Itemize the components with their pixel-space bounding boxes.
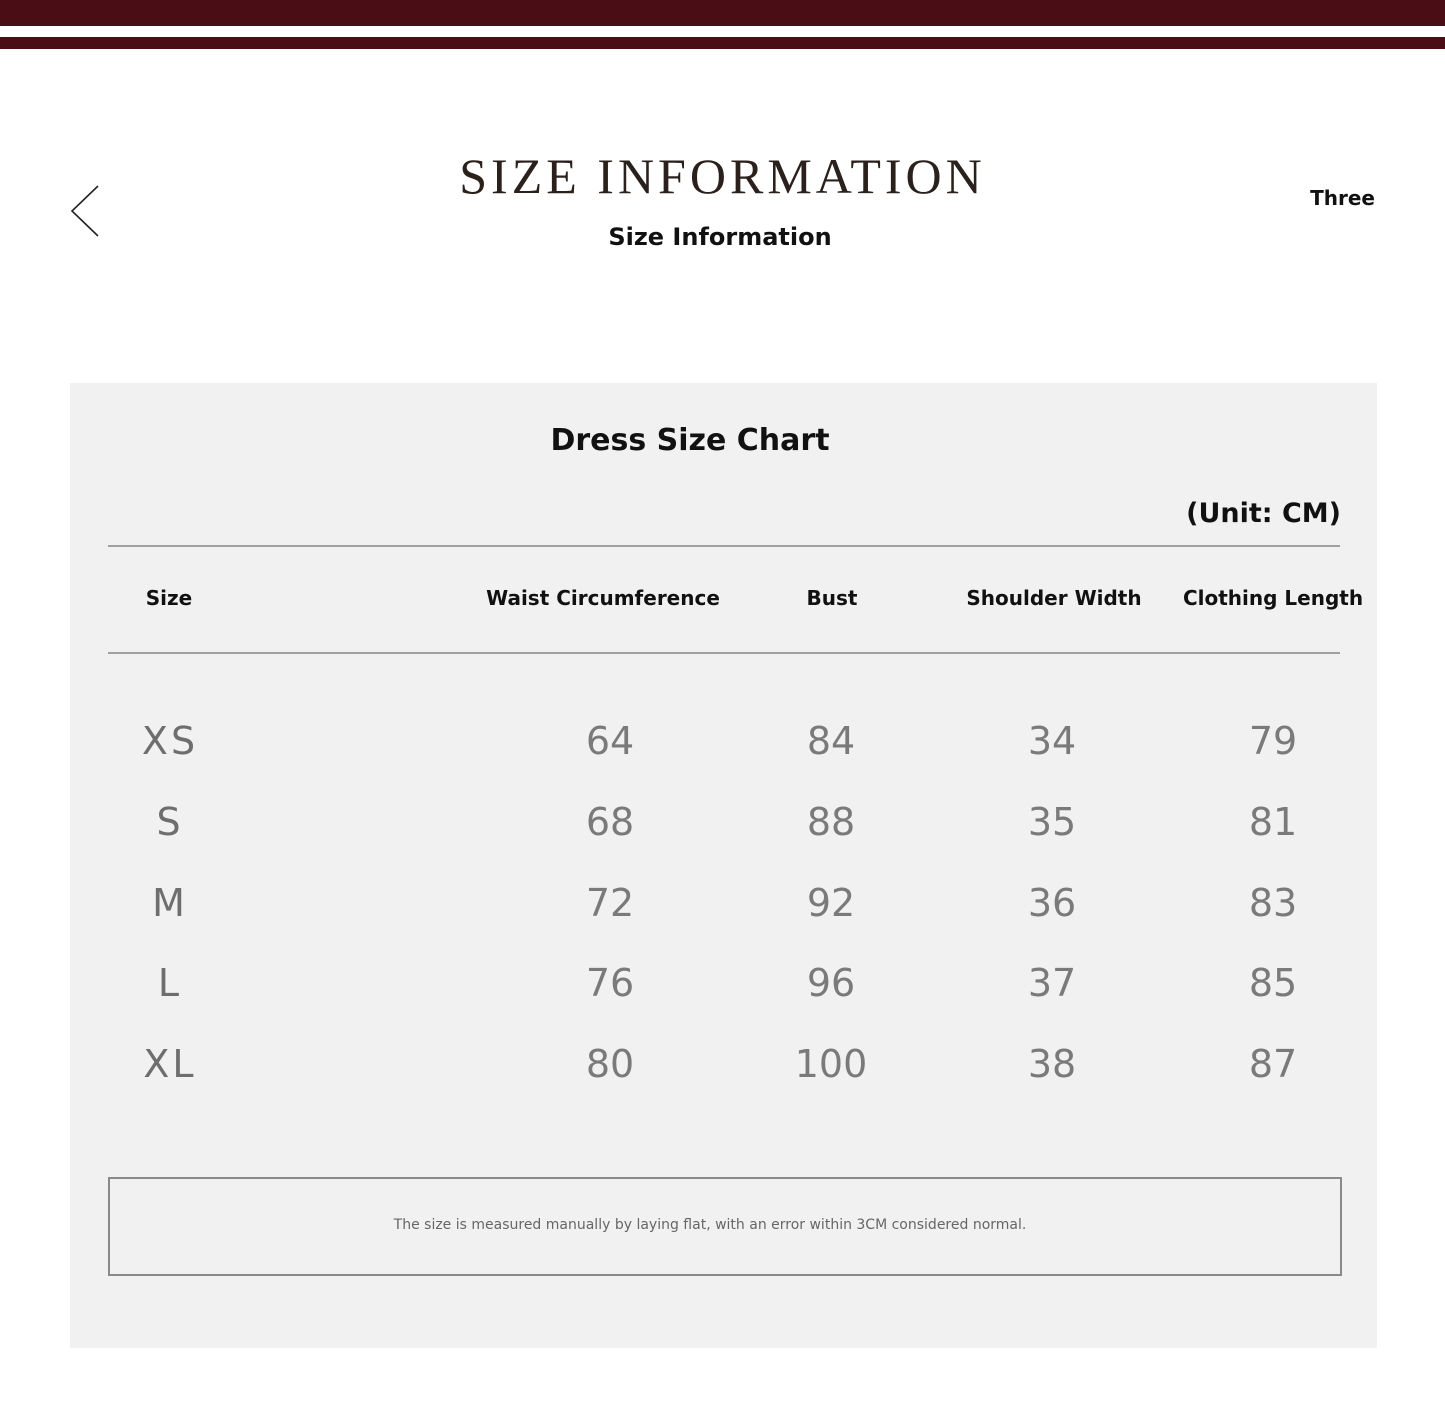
table-row [70,711,1377,771]
table-header-divider [108,652,1340,654]
bust-cell: 100 [794,1042,868,1086]
column-header-size: Size [145,586,193,610]
page-subtitle: Size Information [608,223,832,251]
length-cell: 87 [1248,1042,1298,1086]
size-cell: XS [141,719,199,763]
size-cell: S [156,800,184,844]
unit-label: (Unit: CM) [1186,498,1341,529]
measurement-note: The size is measured manually by laying flat, with an error within 3CM considered normal. [393,1217,1027,1233]
header-stripe-bottom [0,37,1445,49]
page-title: SIZE INFORMATION [459,148,986,204]
shoulder-cell: 35 [1027,800,1077,844]
shoulder-cell: 38 [1027,1042,1077,1086]
header-stripe-top [0,0,1445,26]
size-cell: M [152,881,188,925]
length-cell: 85 [1248,961,1298,1005]
column-header-bust: Bust [806,586,858,610]
size-cell: L [157,961,183,1005]
size-cell: XL [143,1042,197,1086]
waist-cell: 80 [585,1042,635,1086]
table-row [70,873,1377,933]
waist-cell: 64 [585,719,635,763]
waist-cell: 76 [585,961,635,1005]
waist-cell: 68 [585,800,635,844]
bust-cell: 88 [806,800,856,844]
column-header-waist: Waist Circumference [486,586,720,610]
measurement-note-box [108,1177,1342,1276]
shoulder-cell: 34 [1027,719,1077,763]
bust-cell: 92 [806,881,856,925]
column-header-shoulder: Shoulder Width [966,586,1142,610]
table-row [70,953,1377,1013]
page-number-label: Three [1310,186,1375,210]
bust-cell: 84 [806,719,856,763]
bust-cell: 96 [806,961,856,1005]
length-cell: 79 [1248,719,1298,763]
table-top-divider [108,545,1340,547]
waist-cell: 72 [585,881,635,925]
size-chart-panel [70,383,1377,1348]
shoulder-cell: 36 [1027,881,1077,925]
table-row [70,1034,1377,1094]
column-header-length: Clothing Length [1182,586,1364,610]
chart-title: Dress Size Chart [550,423,830,458]
table-row [70,792,1377,852]
length-cell: 83 [1248,881,1298,925]
shoulder-cell: 37 [1027,961,1077,1005]
length-cell: 81 [1248,800,1298,844]
